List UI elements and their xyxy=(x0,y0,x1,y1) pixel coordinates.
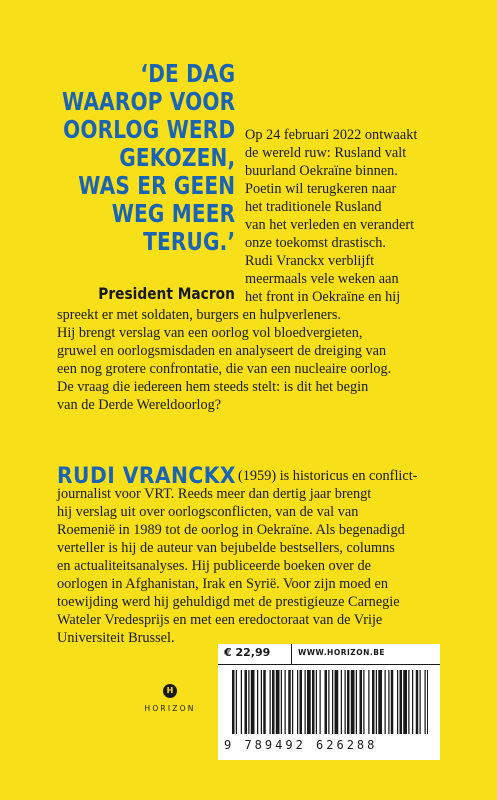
blurb-line: onze toekomst drastisch. xyxy=(245,235,386,251)
blurb-line: spreekt er met soldaten, burgers en hulpverleners. xyxy=(57,307,341,323)
barcode-bar xyxy=(378,670,382,734)
barcode-bar xyxy=(345,670,346,734)
blurb-line: meermaals vele weken aan xyxy=(245,271,399,287)
bio-line: en actualiteitsanalyses. Hij publiceerde boeken over de xyxy=(57,558,372,574)
barcode-bar xyxy=(232,670,235,734)
barcode-bar xyxy=(281,670,282,734)
quote-line: GEKOZEN, xyxy=(118,143,235,172)
barcode-bar xyxy=(312,670,315,734)
barcode-bar xyxy=(305,670,306,734)
barcode-bar xyxy=(391,670,394,734)
barcode-bar xyxy=(425,670,426,734)
bio-line: Roemenië in 1989 tot de oorlog in Oekraïne. Als begenadigd xyxy=(57,522,405,538)
price: € 22,99 xyxy=(224,646,271,659)
isbn: 9 789492 626288 xyxy=(224,738,378,752)
horizon-logo-icon xyxy=(163,684,177,698)
quote-line: TERUG.’ xyxy=(142,227,235,256)
blurb-line: gruwel en oorlogsmisdaden en analyseert de dreiging van xyxy=(57,343,387,359)
barcode-bar xyxy=(328,670,329,734)
barcode-bar xyxy=(408,670,409,734)
barcode-bar xyxy=(297,670,298,734)
barcode-bar xyxy=(332,670,333,734)
barcode-bar xyxy=(272,670,275,734)
barcode-bar xyxy=(416,670,419,734)
barcode-bar xyxy=(320,670,321,734)
barcode-bar xyxy=(372,670,375,734)
barcode-bar xyxy=(385,670,386,734)
blurb-line: van de Derde Wereldoorlog? xyxy=(57,397,222,413)
barcode-bar xyxy=(347,670,350,734)
barcode-bar xyxy=(335,670,339,734)
blurb-line: van het verleden en verandert xyxy=(245,217,415,233)
blurb-line: Rudi Vranckx verblijft xyxy=(245,253,375,269)
pull-quote xyxy=(62,60,235,256)
blurb-line: een nog grotere confrontatie, die van een nucleaire oorlog. xyxy=(57,361,392,377)
barcode-bar xyxy=(427,670,428,734)
bio-line: journalist voor VRT. Reeds meer dan dertig jaar brengt xyxy=(57,486,372,502)
barcode-bar xyxy=(403,670,407,734)
bio-line: oorlogen in Afghanistan, Irak en Syrië. Voor zijn moed en xyxy=(57,576,389,592)
bio-line: Wateler Vredesprijs en met een eredoctoraat van de Vrije xyxy=(57,612,383,628)
blurb-line: buurland Oekraïne binnen. xyxy=(245,163,398,179)
barcode-bar xyxy=(300,670,303,734)
blurb-line: De vraag die iedereen hem steeds stelt: is dit het begin xyxy=(57,379,369,395)
blurb-line: de wereld ruw: Rusland valt xyxy=(245,145,407,161)
barcode-bar xyxy=(400,670,403,734)
barcode-bar xyxy=(388,670,389,734)
barcode-bar xyxy=(236,670,237,734)
bio-line: (1959) is historicus en conflict- xyxy=(238,468,418,484)
barcode-bar xyxy=(251,670,255,734)
barcode-bar xyxy=(248,670,249,734)
blurb-line: Hij brengt verslag van een oorlog vol bloedvergieten, xyxy=(57,325,363,341)
quote-line: OORLOG WERD xyxy=(62,115,236,144)
barcode-bar xyxy=(257,670,258,734)
barcode-bar xyxy=(288,670,291,734)
price-divider xyxy=(291,644,292,664)
blurb-line: het front in Oekraïne en hij xyxy=(245,289,401,305)
barcode-bar xyxy=(356,670,357,734)
quote-line: WAAROP VOOR xyxy=(61,87,235,116)
bio-line: Universiteit Brussel. xyxy=(57,630,175,646)
quote-line: ‘DE DAG xyxy=(140,59,235,88)
barcode-bar xyxy=(245,670,248,734)
barcode-bar xyxy=(420,670,421,734)
price-row xyxy=(218,644,440,665)
logo-letter: H xyxy=(166,686,174,695)
author-name: RUDI VRANCKX xyxy=(57,464,236,489)
barcode-bar xyxy=(360,670,363,734)
blurb-line: Op 24 februari 2022 ontwaakt xyxy=(245,127,418,143)
blurb-line: Poetin wil terugkeren naar xyxy=(245,181,397,197)
barcode-bar xyxy=(368,670,369,734)
barcode-bar xyxy=(325,670,328,734)
barcode-bar xyxy=(292,670,293,734)
barcode-bar xyxy=(412,670,413,734)
quote-line: WEG MEER xyxy=(111,199,235,228)
barcode-bar xyxy=(316,670,317,734)
quote-line: WAS ER GEEN xyxy=(77,171,235,200)
barcode-bar xyxy=(341,670,342,734)
bio-line: hij verslag uit over oorlogsconflicten, van de val van xyxy=(57,504,359,520)
barcode-bar xyxy=(351,670,355,734)
barcode-bar xyxy=(261,670,262,734)
barcode-bar xyxy=(276,670,280,734)
barcode-bar xyxy=(285,670,286,734)
barcode-bar xyxy=(376,670,377,734)
barcode-bar xyxy=(397,670,398,734)
publisher-name: HORIZON xyxy=(144,704,196,713)
blurb-line: het traditionele Rusland xyxy=(245,199,382,215)
quote-attribution: President Macron xyxy=(98,284,235,303)
barcode-panel xyxy=(218,644,440,760)
website: WWW.HORIZON.BE xyxy=(298,648,386,657)
bio-line: verteller is hij de auteur van bejubelde bestsellers, columns xyxy=(57,540,395,556)
barcode-icon xyxy=(232,670,428,734)
barcode-bar xyxy=(307,670,311,734)
barcode-bar xyxy=(241,670,242,734)
barcode-bar xyxy=(363,670,364,734)
publisher-logo xyxy=(140,684,200,713)
bio-line: toewijding werd hij gehuldigd met de prestigieuze Carnegie xyxy=(57,594,400,610)
barcode-bar xyxy=(270,670,271,734)
barcode-bar xyxy=(263,670,266,734)
